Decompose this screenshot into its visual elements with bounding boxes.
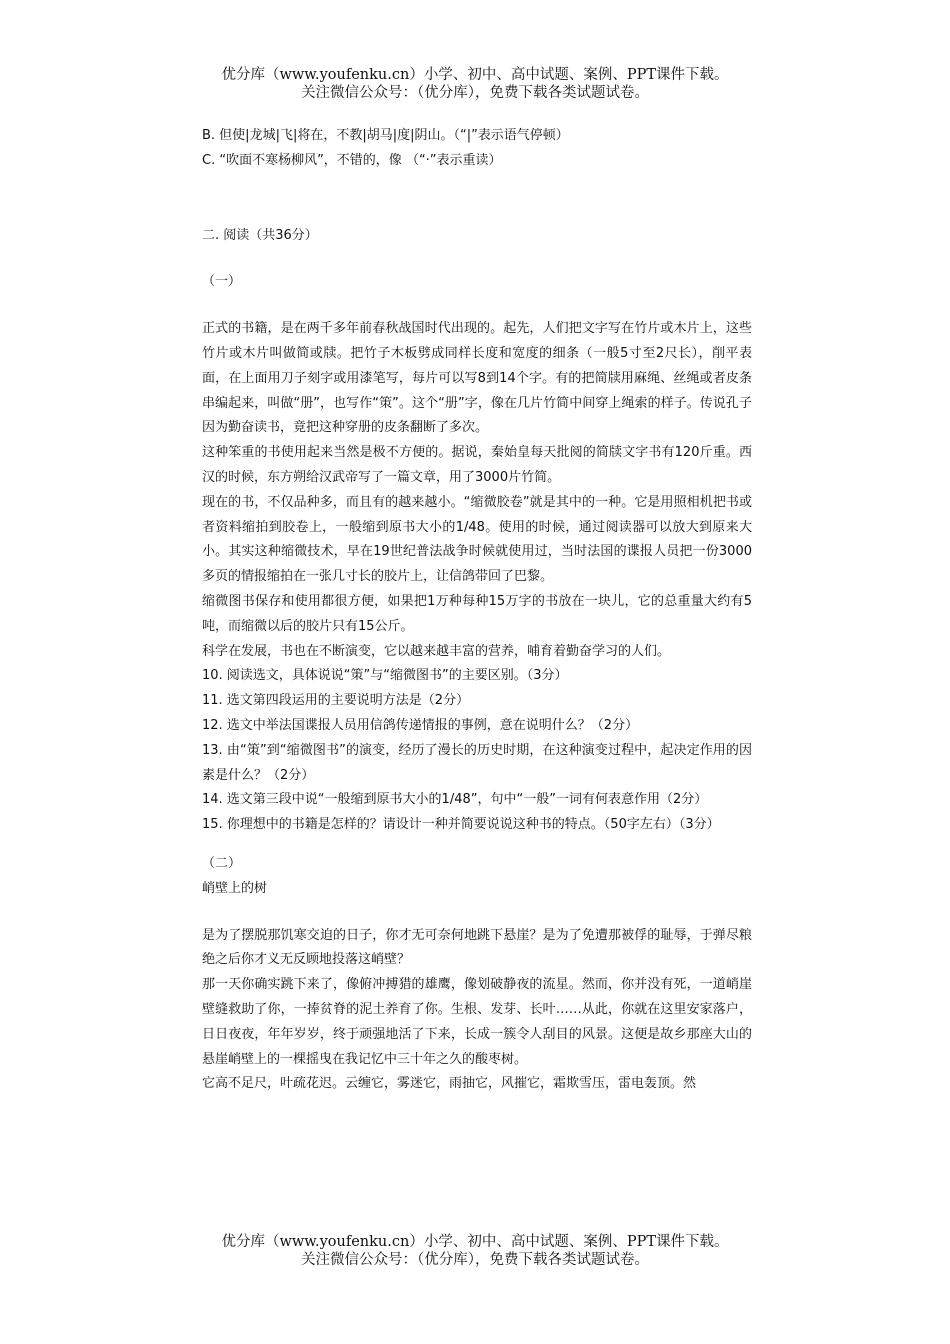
part2-label: （二） (202, 855, 242, 871)
header-line-2: 关注微信公众号：（优分库），免费下载各类试题试卷。 (301, 85, 649, 101)
passage2-paragraph: 那一天你确实跳下来了，像俯冲搏猎的雄鹰，像划破静夜的流星。然而，你并没有死，一道峭崖壁缝救助了你，一捧贫脊的泥土养育了你。生根、发芽、长叶……从此，你就在这里安家落户，日日夜夜，年年岁岁，终于顽强地活了下来，长成一簇令人刮目的风景。这便是故乡那座大山的悬崖峭壁上的一棵摇曳在我记忆中三十年之久的酸枣树。 (202, 977, 752, 1067)
question-15: 15. 你理想中的书籍是怎样的？请设计一种并简要说说这种书的特点。（50字左右）（3分） (202, 817, 720, 833)
section-heading: 二. 阅读（共36分） (202, 227, 318, 243)
passage1-paragraph: 正式的书籍，是在两千多年前春秋战国时代出现的。起先，人们把文字写在竹片或木片上，这些竹片或木片叫做简或牍。把竹子木板劈成同样长度和宽度的细条（一般5寸至2尺长），削平表面，在上面用刀子刻字或用漆笔写，每片可以写8到14个字。有的把简牍用麻绳、丝绳或者皮条串编起来，叫做“册”，也写作“策”。这个“册”字，像在几片竹简中间穿上绳索的样子。传说孔子因为勤奋读书，竟把这种穿册的皮条翻断了多次。 (202, 321, 752, 436)
page-header (0, 66, 950, 102)
question-13: 13. 由“策”到“缩微图书”的演变，经历了漫长的历史时期，在这种演变过程中，起决定作用的因素是什么？（2分） (202, 742, 752, 783)
option-b: B. 但使|龙城|飞|将在，不教|胡马|度|阴山。（“|”表示语气停顿） (202, 128, 569, 143)
header-line-1: 优分库（www.youfenku.cn）小学、初中、高中试题、案例、PPT课件下载。 (221, 67, 729, 83)
question-14: 14. 选文第三段中说“一般缩到原书大小的1/48”，句中“一般”一词有何表意作用（2分） (202, 792, 708, 808)
passage2-paragraph: 它高不足尺，叶疏花迟。云缠它，雾迷它，雨抽它，风摧它，霜欺雪压，雷电轰顶。然 (202, 1076, 697, 1092)
passage2-paragraph: 是为了摆脱那饥寒交迫的日子，你才无可奈何地跳下悬崖？是为了免遭那被俘的耻辱，于弹尽粮绝之后你才义无反顾地投落这峭壁？ (202, 927, 752, 968)
footer-line-1: 优分库（www.youfenku.cn）小学、初中、高中试题、案例、PPT课件下载。 (221, 1234, 729, 1250)
page-footer (0, 1233, 950, 1269)
question-10: 10. 阅读选文，具体说说“策”与“缩微图书”的主要区别。（3分） (202, 668, 568, 684)
footer-line-2: 关注微信公众号：（优分库），免费下载各类试题试卷。 (301, 1252, 649, 1268)
passage1-paragraph: 现在的书，不仅品种多，而且有的越来越小。“缩微胶卷”就是其中的一种。它是用照相机把书或者资料缩拍到胶卷上，一般缩到原书大小的1/48。使用的时候，通过阅读器可以放大到原来大小。其实这种缩微技术，早在19世纪普法战争时候就使用过，当时法国的谍报人员把一份3000多页的情报缩拍在一张几寸长的胶片上，让信鸽带回了巴黎。 (202, 494, 752, 585)
passage1-paragraph: 缩微图书保存和使用都很方便，如果把1万种每种15万字的书放在一块儿，它的总重量大约有5吨，而缩微以后的胶片只有15公斤。 (202, 593, 752, 634)
part1-label: （一） (202, 274, 242, 290)
option-c: C. “吹面不寒杨柳风”，不错的，像 （“·”表示重读） (202, 152, 502, 168)
passage1-paragraph: 这种笨重的书使用起来当然是极不方便的。据说，秦始皇每天批阅的简牍文字书有120斤重。西汉的时候，东方朔给汉武帝写了一篇文章，用了3000片竹简。 (202, 445, 752, 485)
passage1-paragraph: 科学在发展，书也在不断演变，它以越来越丰富的营养，哺育着勤奋学习的人们。 (202, 643, 671, 659)
part2-title: 峭壁上的树 (202, 880, 268, 896)
question-12: 12. 选文中举法国谍报人员用信鸽传递情报的事例，意在说明什么？（2分） (202, 717, 639, 733)
question-11: 11. 选文第四段运用的主要说明方法是（2分） (202, 693, 470, 709)
document-body (202, 124, 752, 1097)
